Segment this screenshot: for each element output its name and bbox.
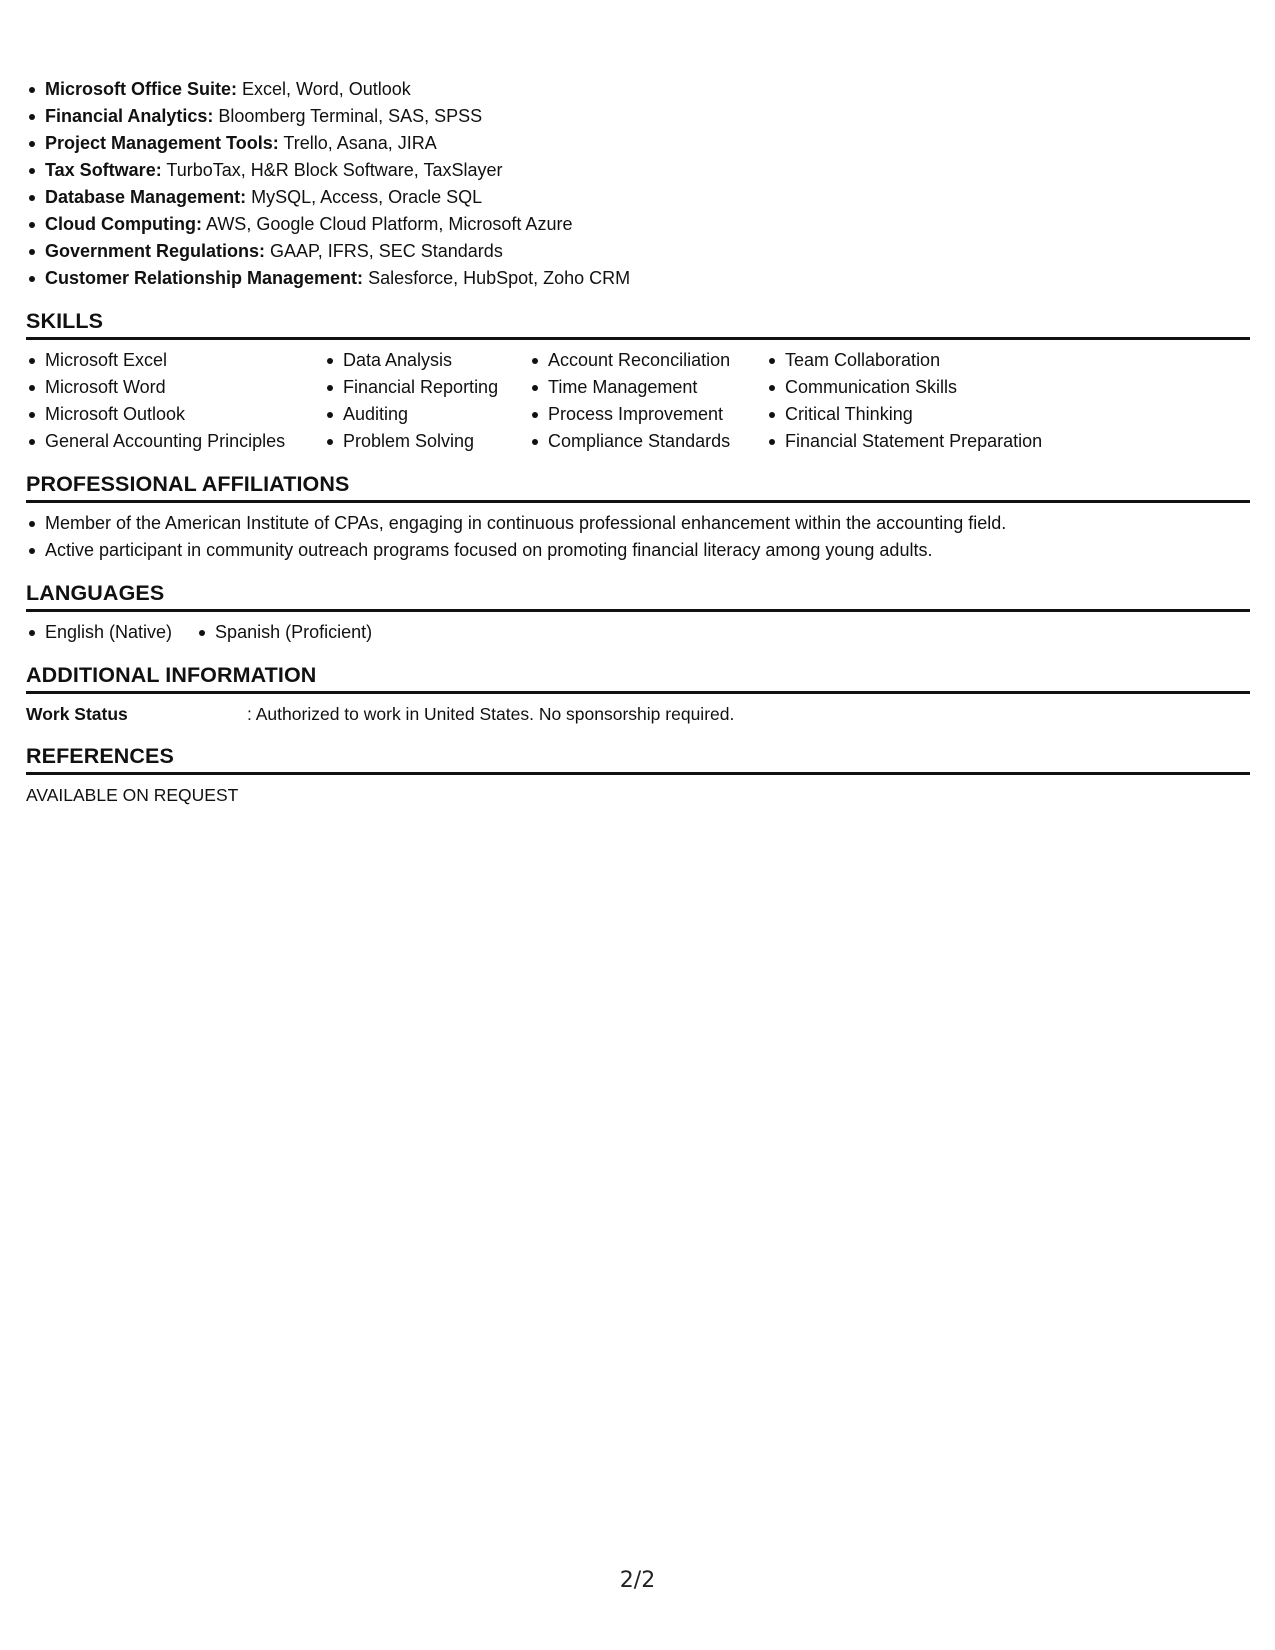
skills-column bbox=[324, 347, 529, 455]
list-item: Time Management bbox=[529, 374, 766, 401]
list-item: Compliance Standards bbox=[529, 428, 766, 455]
list-item: Team Collaboration bbox=[766, 347, 1066, 374]
list-item: Active participant in community outreach programs focused on promoting financial literacy among young adults. bbox=[26, 537, 1250, 564]
list-item bbox=[26, 265, 1250, 292]
section-heading: LANGUAGES bbox=[26, 580, 1250, 612]
languages-section bbox=[26, 580, 1250, 646]
list-item bbox=[26, 103, 1250, 130]
page-number: 2/2 bbox=[619, 1568, 656, 1593]
technical-skills-list bbox=[26, 76, 1250, 292]
list-item: Problem Solving bbox=[324, 428, 529, 455]
list-item: English (Native) bbox=[26, 619, 172, 646]
item-label: Financial Analytics: bbox=[45, 106, 214, 126]
section-heading: SKILLS bbox=[26, 308, 1250, 340]
item-label: Tax Software: bbox=[45, 160, 162, 180]
list-item: Spanish (Proficient) bbox=[196, 619, 372, 646]
list-item: Account Reconciliation bbox=[529, 347, 766, 374]
affiliations-list bbox=[26, 510, 1250, 564]
skills-column bbox=[766, 347, 1066, 455]
item-label: Project Management Tools: bbox=[45, 133, 279, 153]
work-status-value: : Authorized to work in United States. No sponsorship required. bbox=[247, 704, 735, 724]
languages-list bbox=[26, 619, 1250, 646]
list-item bbox=[26, 76, 1250, 103]
list-item bbox=[26, 157, 1250, 184]
work-status-label: Work Status bbox=[26, 704, 128, 724]
item-label: Cloud Computing: bbox=[45, 214, 202, 234]
work-status-row bbox=[26, 701, 1250, 727]
list-item: Financial Statement Preparation bbox=[766, 428, 1066, 455]
skills-columns bbox=[26, 347, 1250, 455]
item-value: Excel, Word, Outlook bbox=[242, 79, 411, 99]
item-label: Database Management: bbox=[45, 187, 247, 207]
item-value: Bloomberg Terminal, SAS, SPSS bbox=[218, 106, 483, 126]
list-item: Auditing bbox=[324, 401, 529, 428]
list-item bbox=[26, 238, 1250, 265]
list-item: General Accounting Principles bbox=[26, 428, 324, 455]
list-item: Microsoft Excel bbox=[26, 347, 324, 374]
list-item bbox=[26, 184, 1250, 211]
item-label: Government Regulations: bbox=[45, 241, 266, 261]
list-item: Member of the American Institute of CPAs, engaging in continuous professional enhancement within the accounting field. bbox=[26, 510, 1250, 537]
section-heading: REFERENCES bbox=[26, 743, 1250, 775]
list-item: Microsoft Outlook bbox=[26, 401, 324, 428]
list-item: Process Improvement bbox=[529, 401, 766, 428]
item-value: TurboTax, H&R Block Software, TaxSlayer bbox=[166, 160, 503, 180]
item-value: AWS, Google Cloud Platform, Microsoft Azure bbox=[205, 214, 573, 234]
references-text: AVAILABLE ON REQUEST bbox=[26, 785, 239, 805]
affiliations-section bbox=[26, 471, 1250, 564]
item-label: Microsoft Office Suite: bbox=[45, 79, 238, 99]
section-heading: PROFESSIONAL AFFILIATIONS bbox=[26, 471, 1250, 503]
additional-info-section bbox=[26, 662, 1250, 727]
item-value: GAAP, IFRS, SEC Standards bbox=[270, 241, 503, 261]
section-heading: ADDITIONAL INFORMATION bbox=[26, 662, 1250, 694]
item-value: Trello, Asana, JIRA bbox=[283, 133, 437, 153]
skills-section bbox=[26, 308, 1250, 455]
list-item: Financial Reporting bbox=[324, 374, 529, 401]
list-item bbox=[26, 211, 1250, 238]
list-item: Communication Skills bbox=[766, 374, 1066, 401]
skills-column bbox=[529, 347, 766, 455]
item-value: Salesforce, HubSpot, Zoho CRM bbox=[368, 268, 631, 288]
list-item: Data Analysis bbox=[324, 347, 529, 374]
list-item: Microsoft Word bbox=[26, 374, 324, 401]
references-section bbox=[26, 743, 1250, 808]
skills-column bbox=[26, 347, 324, 455]
resume-page bbox=[26, 76, 1250, 808]
item-label: Customer Relationship Management: bbox=[45, 268, 364, 288]
list-item bbox=[26, 130, 1250, 157]
item-value: MySQL, Access, Oracle SQL bbox=[251, 187, 483, 207]
list-item: Critical Thinking bbox=[766, 401, 1066, 428]
